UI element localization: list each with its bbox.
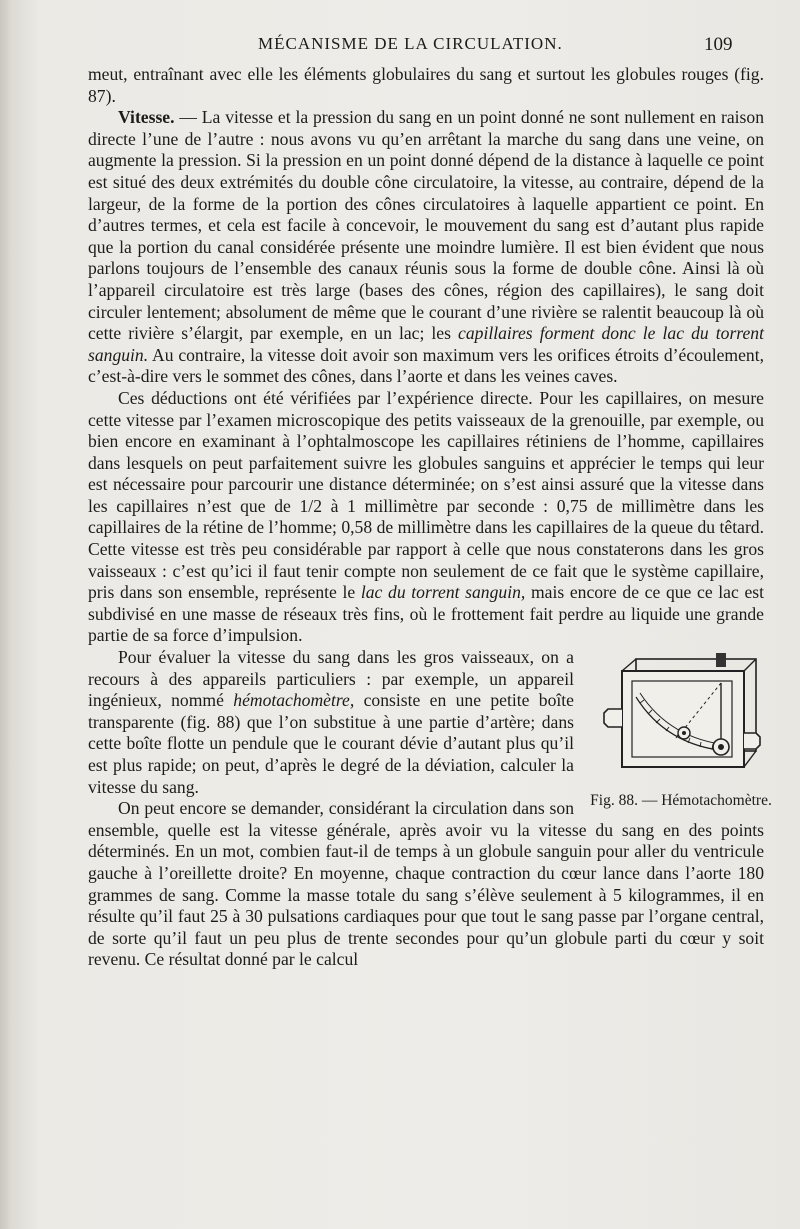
paragraph-vitesse-text-b: Au contraire, la vitesse doit avoir son maximum vers les orifices étroits d’écoulement, c’est-à-dire vers le sommet des cônes, dans l’aorte et dans les veines caves. (88, 344, 764, 387)
box-edge (744, 751, 756, 767)
paragraph-hemotachometre-text-a: Pour évaluer la vitesse du sang dans les gros vaisseaux, on a recours à des appareils particuliers : par exemple, un appareil ingénieux, nommé (88, 647, 574, 711)
paragraph-vitesse-text-a: — La vitesse et la pression du sang en un point donné ne sont nullement en raison directe l’une de l’autre : nous avons vu qu’en arrêtant la marche du sang dans une veine, on augmente la pression. Si la pression en un point donné dépend de la distance à laquelle ce point est situé des deux extrémités du double cône circulatoire, la vitesse, au contraire, dépend de la largeur, de la forme de la portion des cônes circulatoires à laquelle appartient ce point. En d’autres termes, et cela est facile à concevoir, le mouvement du sang est d’autant plus rapide que la portion du canal considérée présente une moindre lumière. Il est bien évident que nous parlons toujours de l’ensemble des canaux réunis sous la forme de double cône. Ainsi là où l’appareil circulatoire est très large (bases des cônes, région des capillaires), le sang doit circuler lentement; absolument de même que le courant d’une rivière se ralentit beaucoup là où cette rivière s’élargit, par exemple, en un lac; les (88, 107, 764, 344)
paragraph-vitesse-emphasis: capillaires forment donc le lac du torrent sanguin. (88, 323, 764, 365)
paragraph-deductions-emphasis: lac du torrent sanguin, (360, 582, 526, 603)
term-hemotachometre: hémotachomètre, (233, 690, 355, 711)
figure-88 (588, 653, 774, 810)
paragraph-hemotachometre-text-b: consiste en une petite boîte transparente (fig. 88) que l’on substitue à une partie d’artère; dans cette boîte flotte un pendule que le courant dévie d’autant plus qu’il est plus rapide; on peut, d’après le degré de la déviation, calculer la vitesse du sang. (88, 690, 574, 797)
pendulum-axis-knob (716, 653, 726, 667)
section-heading-vitesse: Vitesse. (118, 107, 175, 128)
paragraph-continuation: meut, entraînant avec elle les éléments globulaires du sang et surtout les globules rouges (fig. 87). (88, 64, 764, 106)
page-header (0, 34, 800, 58)
inlet-tube (604, 709, 622, 727)
running-title: MÉCANISME DE LA CIRCULATION. (258, 34, 563, 53)
hemotachometer-illustration (596, 653, 766, 773)
box-edge (744, 659, 756, 671)
page-number: 109 (704, 34, 733, 55)
body-text (88, 64, 772, 971)
paragraph-vitesse-generale: On peut encore se demander, considérant la circulation dans son ensemble, quelle est la vitesse générale, après avoir vu la vitesse du sang en des points déterminés. En un mot, combien faut-il de temps à un globule sanguin pour aller du ventricule gauche à l’oreillette droite? En moyenne, chaque contraction du cœur lance dans l’aorte 180 grammes de sang. Comme la masse totale du sang s’élève seulement à 5 kilogrammes, il en résulte qu’il faut 25 à 30 pulsations cardiaques pour que tout le sang passe par l’organe central, de sorte qu’il faut un peu plus de trente secondes pour qu’un globule parti du cœur y soit revenu. Ce résultat donné par le calcul (88, 798, 764, 970)
box-edge (622, 659, 636, 671)
paragraph-deductions-text-b: mais encore de ce que ce lac est subdivisé en une masse de réseaux très fins, où le frottement fait perdre au liquide une grande partie de sa force d’impulsion. (88, 582, 764, 646)
pendulum-bob-center (682, 731, 686, 735)
paragraph-vitesse (88, 107, 764, 388)
outlet-tube (744, 733, 760, 749)
figure-caption: Fig. 88. — Hémotachomètre. (590, 792, 772, 810)
paragraph-deductions (88, 388, 764, 647)
pendulum-bob-center (718, 744, 724, 750)
paragraph-deductions-text-a: Ces déductions ont été vérifiées par l’expérience directe. Pour les capillaires, on mesure cette vitesse par l’examen microscopique des petits vaisseaux de la grenouille, par exemple, ou bien encore en examinant à l’ophtalmoscope les capillaires rétiniens de l’homme, capillaires dans lesquels on peut parfaitement suivre les globules sanguins et apprécier le temps qui leur est nécessaire pour parcourir une distance déterminée; on s’est ainsi assuré que la vitesse dans les capillaires n’est que de 1/2 à 1 millimètre par seconde : 0,75 de millimètre dans les capillaires de la rétine de l’homme; 0,58 de millimètre dans les capillaires de la queue du têtard. Cette vitesse est très peu considérable par rapport à celle que nous constaterons dans les gros vaisseaux : c’est qu’ici il faut tenir compte non seulement de ce fait que le système capillaire, pris dans son ensemble, représente le (88, 387, 764, 603)
